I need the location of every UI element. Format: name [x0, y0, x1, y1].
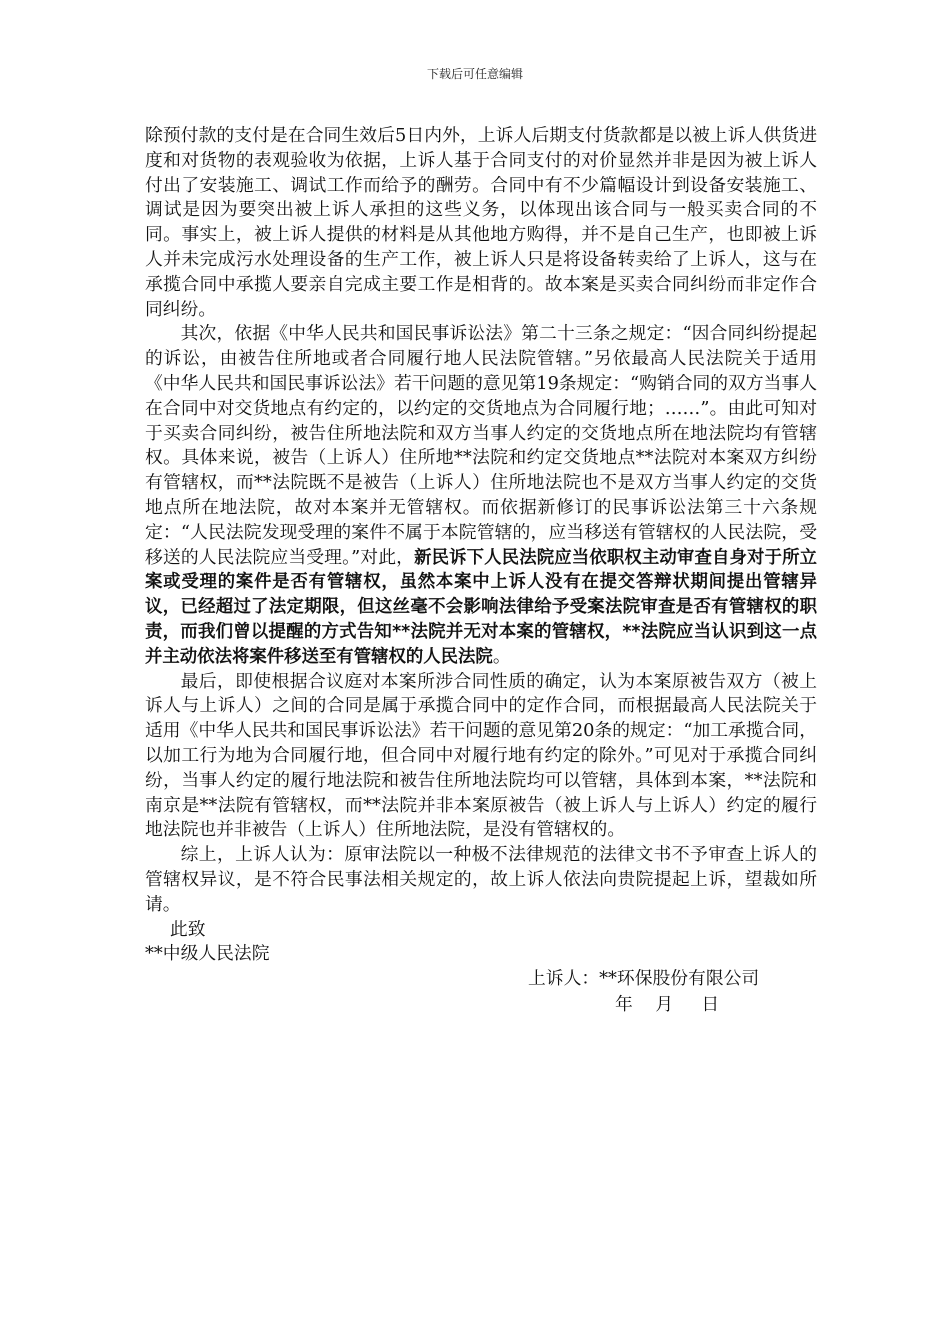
appellant-signature: 上诉人：**环保股份有限公司	[528, 968, 760, 990]
recipient-court: **中级人民法院	[145, 943, 270, 965]
signature-date: 年 月 日	[615, 994, 720, 1016]
paragraph-4: 综上，上诉人认为：原审法院以一种极不法律规范的法律文书不予审查上诉人的管辖权异议，是不符合民事法相关规定的，故上诉人依法向贵院提起上诉，望裁如所请。	[145, 844, 817, 915]
paragraph-2-end: 。	[492, 645, 511, 667]
paragraph-3: 最后，即使根据合议庭对本案所涉合同性质的确定，认为本案原被告双方（被上诉人与上诉人）之间的合同是属于承揽合同中的定作合同，而根据最高人民法院关于适用《中华人民共和国民事诉讼法》若干问题的意见第20条的规定：“加工承揽合同，以加工行为地为合同履行地，但合同中对履行地有约定的除外。”可见对于承揽合同纠纷，当事人约定的履行地法院和被告住所地法院均可以管辖，具体到本案，**法院和南京是**法院有管辖权，而**法院并非本案原被告（被上诉人与上诉人）约定的履行地法院也并非被告（上诉人）住所地法院，是没有管辖权的。	[145, 670, 817, 841]
salutation: 此致	[169, 918, 206, 940]
paragraph-2-text: 其次，依据《中华人民共和国民事诉讼法》第二十三条之规定：“因合同纠纷提起的诉讼，由被告住所地或者合同履行地人民法院管辖。”另依最高人民法院关于适用《中华人民共和国民事诉讼法》若干问题的意见第19条规定：“购销合同的双方当事人在合同中对交货地点有约定的，以约定的交货地点为合同履行地；……”。由此可知对于买卖合同纠纷，被告住所地法院和双方当事人约定的交货地点所在地法院均有管辖权。具体来说，被告（上诉人）住所地**法院和约定交货地点**法院对本案双方纠纷有管辖权，而**法院既不是被告（上诉人）住所地法院也不是双方当事人约定的交货地点所在地法院，故对本案并无管辖权。而依据新修订的民事诉讼法第三十六条规定：“人民法院发现受理的案件不属于本院管辖的，应当移送有管辖权的人民法院，受移送的人民法院应当受理。”对此，	[145, 323, 817, 568]
document-body	[145, 124, 817, 1019]
page-header-note: 下载后可任意编辑	[426, 67, 523, 81]
signature-block	[145, 967, 817, 1019]
paragraph-2-bold-text: 新民诉下人民法院应当依职权主动审查自身对于所立案或受理的案件是否有管辖权，虽然本案中上诉人没有在提交答辩状期间提出管辖异议，已经超过了法定期限，但这丝毫不会影响法律给予受案法院审查是否有管辖权的职责，而我们曾以提醒的方式告知**法院并无对本案的管辖权，**法院应当认识到这一点并主动依法将案件移送至有管辖权的人民法院	[145, 547, 817, 667]
paragraph-1: 除预付款的支付是在合同生效后5日内外，上诉人后期支付货款都是以被上诉人供货进度和对货物的表观验收为依据，上诉人基于合同支付的对价显然并非是因为被上诉人付出了安装施工、调试工作而给予的酬劳。合同中有不少篇幅设计到设备安装施工、调试是因为要突出被上诉人承担的这些义务，以体现出该合同与一般买卖合同的不同。事实上，被上诉人提供的材料是从其他地方购得，并不是自己生产，也即被上诉人并未完成污水处理设备的生产工作，被上诉人只是将设备转卖给了上诉人，这与在承揽合同中承揽人要亲自完成主要工作是相背的。故本案是买卖合同纠纷而非定作合同纠纷。	[145, 125, 817, 320]
paragraph-2	[145, 322, 817, 669]
